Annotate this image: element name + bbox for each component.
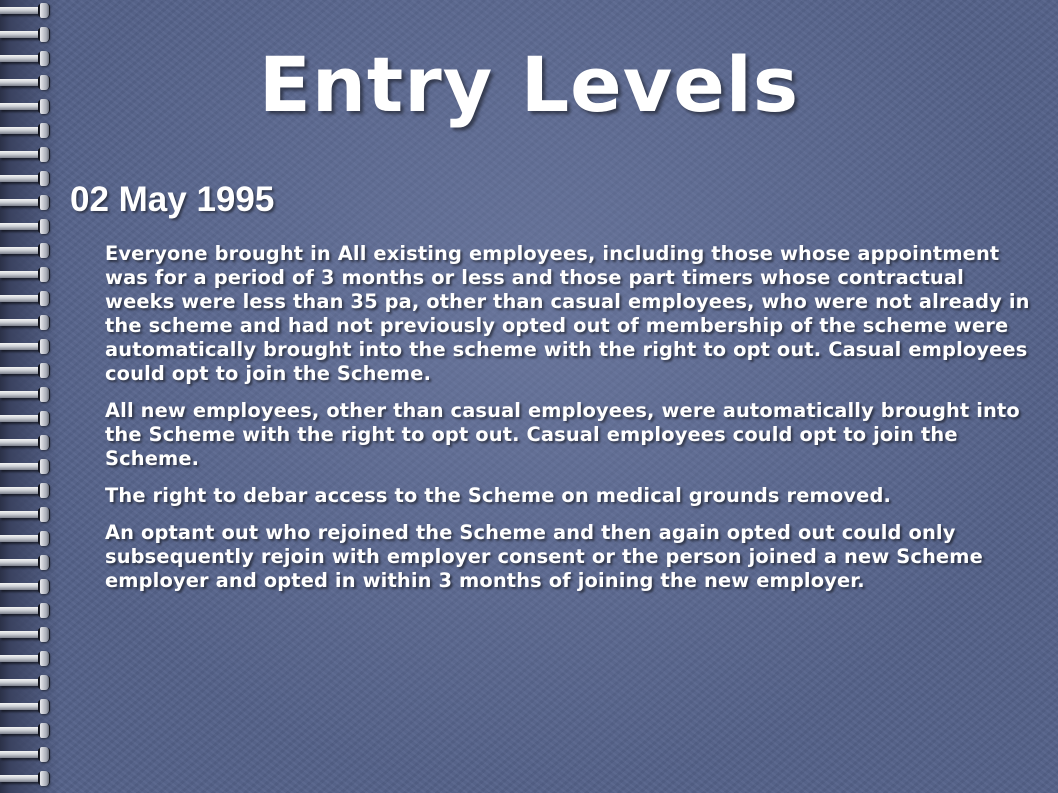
binder-ring	[0, 722, 52, 740]
binder-ring	[0, 770, 52, 788]
binder-ring	[0, 602, 52, 620]
binder-ring	[0, 146, 52, 164]
binder-ring	[0, 314, 52, 332]
binder-ring	[0, 218, 52, 236]
binder-ring	[0, 362, 52, 380]
slide-title: Entry Levels	[258, 40, 800, 129]
binder-ring	[0, 554, 52, 572]
binder-ring	[0, 530, 52, 548]
binder-ring	[0, 674, 52, 692]
binder-ring	[0, 410, 52, 428]
binder-ring	[0, 458, 52, 476]
binder-ring	[0, 698, 52, 716]
binder-ring	[0, 434, 52, 452]
date-heading: 02 May 1995	[70, 180, 275, 219]
binder-ring	[0, 506, 52, 524]
binder-ring	[0, 746, 52, 764]
binder-ring	[0, 578, 52, 596]
binder-ring	[0, 650, 52, 668]
binder-ring	[0, 2, 52, 20]
binder-ring	[0, 482, 52, 500]
paragraph-new-employees: All new employees, other than casual employees, were automatically brought into the Scheme with the right to opt out. Casual employees could opt to join the Scheme.	[105, 399, 1020, 470]
binder-ring	[0, 386, 52, 404]
binder-ring	[0, 338, 52, 356]
binder-ring	[0, 194, 52, 212]
body-text	[105, 242, 1040, 606]
paragraph-optant-out: An optant out who rejoined the Scheme and then again opted out could only subsequently rejoin with employer consent or the person joined a new Scheme employer and opted in within 3 months of joining the new employer.	[105, 521, 983, 592]
paragraph-existing-employees: Everyone brought in All existing employees, including those whose appointment was for a period of 3 months or less and those part timers whose contractual weeks were less than 35 pa, other than casual employees, who were not already in the scheme and had not previously opted out of membership of the scheme were automatically brought into the scheme with the right to opt out. Casual employees could opt to join the Scheme.	[105, 242, 1030, 385]
paragraph-medical-grounds: The right to debar access to the Scheme on medical grounds removed.	[105, 484, 892, 507]
binder-ring	[0, 266, 52, 284]
binder-ring	[0, 626, 52, 644]
binder-ring	[0, 242, 52, 260]
binder-ring	[0, 290, 52, 308]
binder-ring	[0, 170, 52, 188]
